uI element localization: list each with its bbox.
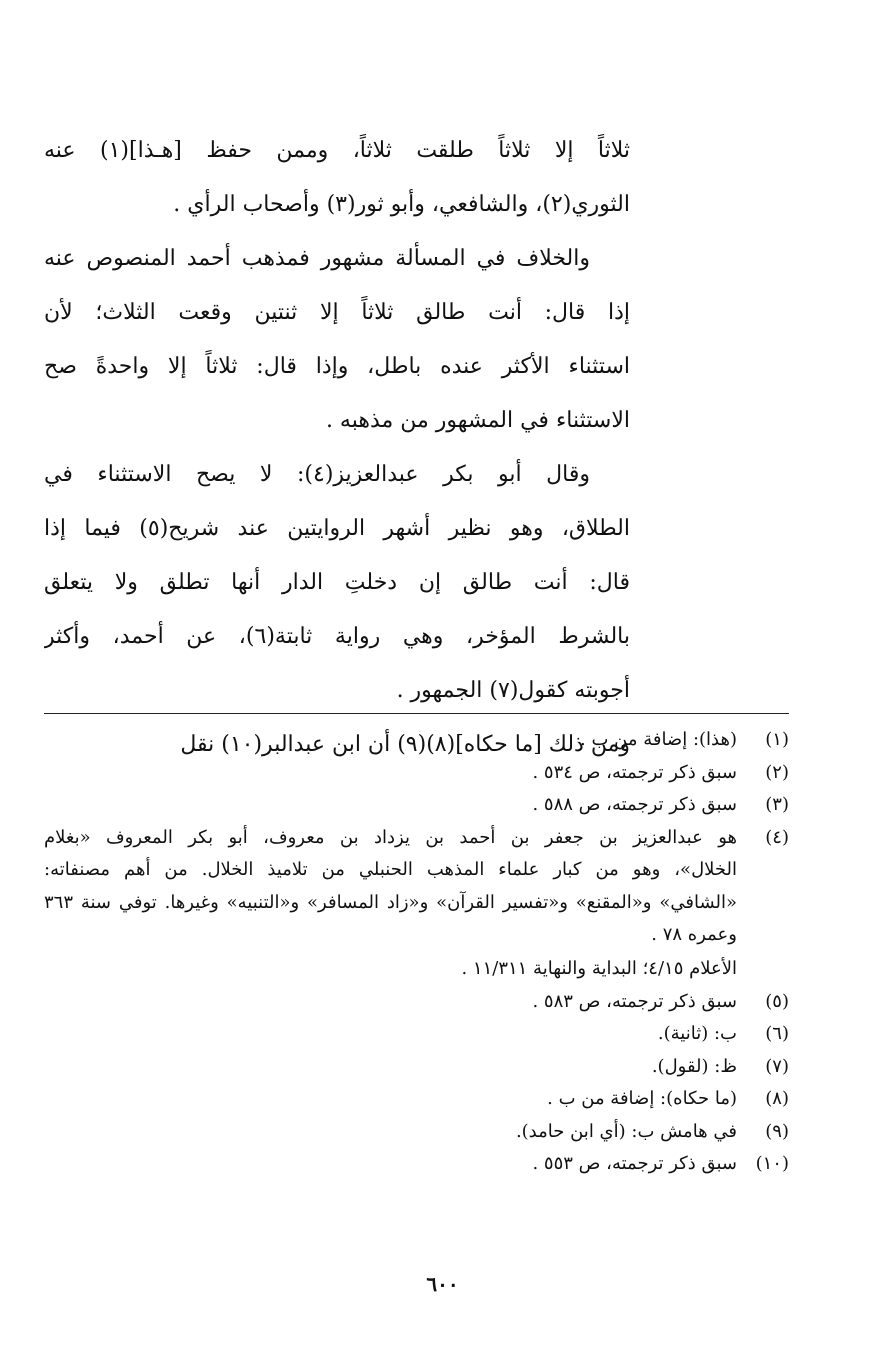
main-text-line: والخلاف في المسألة مشهور فمذهب أحمد المنصوص عنه — [44, 246, 590, 271]
footnote-2 — [44, 757, 789, 790]
main-text-line: استثناء الأكثر عنده باطل، وإذا قال: ثلاثاً إلا واحدةً صح — [44, 354, 630, 379]
footnote-source-reference: الأعلام ٤/١٥؛ البداية والنهاية ١١/٣١١ . — [461, 957, 737, 979]
main-text-line: الاستثناء في المشهور من مذهبه . — [325, 408, 630, 433]
footnote-line: سبق ذكر ترجمته، ص ٥٣٤ . — [532, 761, 737, 783]
footnote-1 — [44, 724, 789, 757]
footnote-text — [44, 1083, 737, 1116]
main-text-line: الثوري(٢)، والشافعي، وأبو ثور(٣) وأصحاب الرأي . — [173, 192, 630, 217]
footnote-number: (٢) — [765, 761, 789, 783]
main-text-line: قال: أنت طالق إن دخلتِ الدار أنها تطلق ولا يتعلق — [44, 570, 630, 595]
main-text-line: بالشرط المؤخر، وهي رواية ثابتة(٦)، عن أحمد، وأكثر — [44, 624, 630, 649]
footnote-number: (٤) — [765, 826, 789, 848]
footnote-text — [44, 757, 737, 790]
footnote-text — [44, 724, 737, 757]
main-text-line: الطلاق، وهو نظير أشهر الروايتين عند شريح(٥) فيما إذا — [44, 516, 630, 541]
footnote-text — [44, 1018, 737, 1051]
footnote-line: سبق ذكر ترجمته، ص ٥٨٨ . — [532, 794, 737, 815]
footnote-4 — [44, 822, 789, 952]
footnote-number: (٥) — [765, 990, 789, 1012]
footnote-line: سبق ذكر ترجمته، ص ٥٨٣ . — [532, 990, 737, 1012]
footnote-line: هو عبدالعزيز بن جعفر بن أحمد بن يزداد بن معروف، أبو بكر المعروف «بغلام — [44, 826, 737, 848]
page-number: ٦٠٠ — [426, 1272, 459, 1296]
footnote-number: (١٠) — [755, 1153, 789, 1174]
footnote-separator — [44, 713, 789, 714]
footnote-8 — [44, 1083, 789, 1116]
footnote-number: (٩) — [765, 1120, 789, 1142]
footnotes-section — [44, 724, 789, 1181]
footnote-10 — [44, 1148, 789, 1181]
footnote-text — [44, 1051, 737, 1084]
footnote-number: (٨) — [765, 1088, 789, 1109]
footnote-5 — [44, 986, 789, 1019]
footnote-number: (٦) — [765, 1023, 789, 1044]
main-text-line: إذا قال: أنت طالق ثلاثاً إلا ثنتين وقعت الثلاث؛ لأن — [44, 300, 630, 325]
main-text-line: ثلاثاً إلا ثلاثاً طلقت ثلاثاً، وممن حفظ [هـذا](١) عنه — [44, 138, 630, 163]
footnote-line: في هامش ب: (أي ابن حامد). — [515, 1120, 737, 1142]
footnote-line: وعمره ٧٨ . — [651, 924, 737, 945]
footnote-line: (هذا): إضافة من ب . — [580, 729, 737, 750]
footnote-number: (٣) — [765, 794, 789, 815]
footnote-text — [44, 789, 737, 822]
footnote-line: «الشافي» و«المقنع» و«تفسير القرآن» و«زاد المسافر» و«التنبيه» وغيرها. توفي سنة ٣٦٣ — [44, 891, 737, 913]
footnote-text — [44, 822, 737, 952]
footnote-7 — [44, 1051, 789, 1084]
footnote-number: (٧) — [765, 1055, 789, 1077]
main-text-line: أجوبته كقول(٧) الجمهور . — [396, 678, 630, 703]
footnote-line: ب: (ثانية). — [657, 1023, 737, 1044]
footnote-6 — [44, 1018, 789, 1051]
footnote-number: (١) — [765, 729, 789, 750]
footnote-9 — [44, 1116, 789, 1149]
footnote-text — [44, 1116, 737, 1149]
footnote-text — [44, 1148, 737, 1181]
footnote-line: (ما حكاه): إضافة من ب . — [547, 1088, 737, 1109]
footnote-line: الخلال»، وهو من كبار علماء المذهب الحنبلي من تلاميذ الخلال. من أهم مصنفاته: — [44, 859, 737, 880]
main-text-line: وقال أبو بكر عبدالعزيز(٤): لا يصح الاستثناء في — [44, 462, 591, 487]
footnote-line: ظ: (لقول). — [651, 1055, 737, 1077]
footnote-text — [44, 986, 737, 1019]
main-text-block — [44, 124, 630, 772]
footnote-line: سبق ذكر ترجمته، ص ٥٥٣ . — [532, 1153, 737, 1174]
main-text-line: ومن ذلك [ما حكاه](٨)(٩) أن ابن عبدالبر(١٠) نقل — [180, 732, 630, 757]
footnote-3 — [44, 789, 789, 822]
